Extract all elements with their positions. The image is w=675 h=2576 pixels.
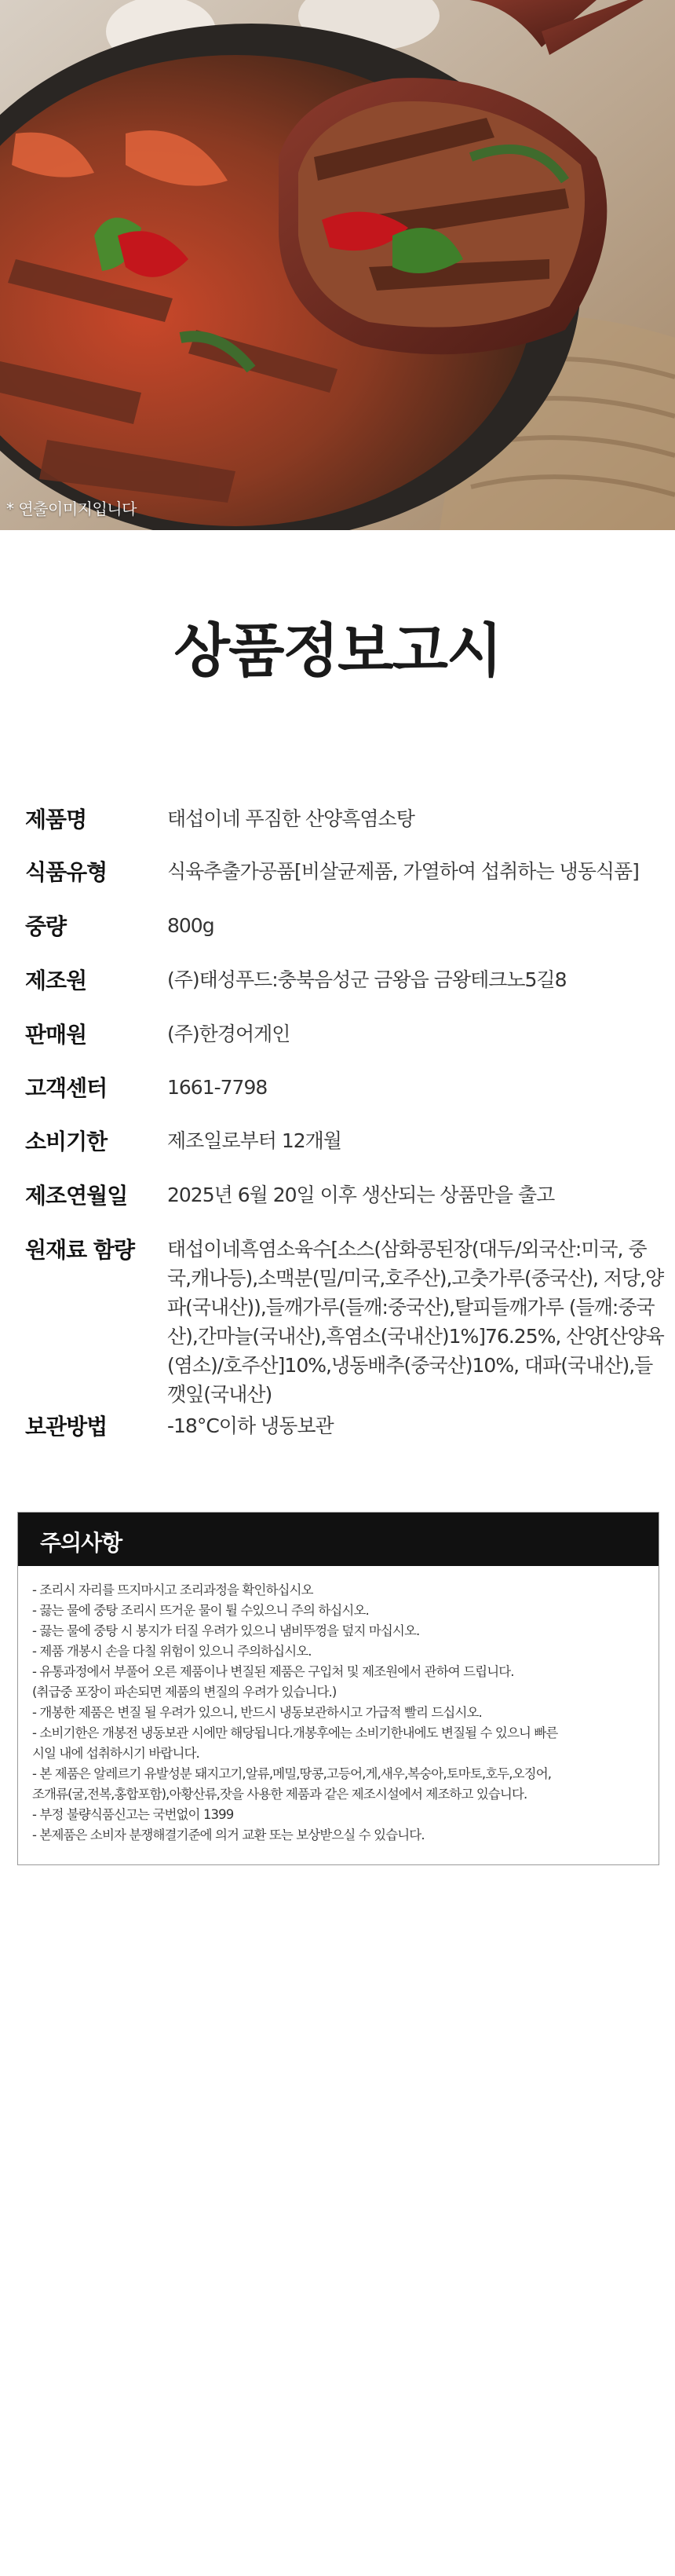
info-label: 소비기한 xyxy=(25,1129,108,1154)
caution-list xyxy=(18,1566,659,1846)
caution-item: - 유통과정에서 부풀어 오른 제품이나 변질된 제품은 구입처 및 제조원에서 관하여 드립니다. (취급중 포장이 파손되면 제품의 변질의 우려가 있습니다.) xyxy=(32,1664,514,1700)
info-value: 1661-7798 xyxy=(167,1076,268,1099)
caution-item: - 개봉한 제품은 변질 될 우려가 있으니, 반드시 냉동보관하시고 가급적 빨리 드십시오. xyxy=(32,1705,482,1720)
caution-item: - 제품 개봉시 손을 다칠 위험이 있으니 주의하십시오. xyxy=(32,1644,312,1659)
caution-item: - 부정 불량식품신고는 국번없이 1399 xyxy=(32,1807,234,1822)
info-label: 중량 xyxy=(25,913,67,939)
caution-item: - 본제품은 소비자 분쟁해결기준에 의거 교환 또는 보상받으실 수 있습니다. xyxy=(32,1828,425,1842)
info-label: 식품유형 xyxy=(25,859,108,885)
info-value: -18°C이하 냉동보관 xyxy=(167,1414,334,1437)
hero-image xyxy=(0,0,675,530)
caution-item: - 소비기한은 개봉전 냉동보관 시에만 해당됩니다.개봉후에는 소비기한내에도 변질될 수 있으니 빠른 시일 내에 섭취하시기 바랍니다. xyxy=(32,1725,558,1761)
caution-item: - 끓는 물에 중탕 조리시 뜨거운 물이 튈 수있으니 주의 하십시오. xyxy=(32,1603,369,1618)
info-value: 태섭이네흑염소육수[소스(삼화콩된장(대두/외국산:미국, 중국,캐나등),소맥분(밀/미국,호주산),고춧가루(중국산), 저당,양파(국내산)),들깨가루(들깨:중국산),탈피들깨가루 (들깨:중국산),간마늘(국내산),흑염소(국내산)1%]76.25%, 산양[산양육(염소)/호주산]10%,냉동배추(중국산)10%, 대파(국내산),들깻잎(국내산) xyxy=(167,1238,664,1406)
info-value: (주)태성푸드:충북음성군 금왕읍 금왕테크노5길8 xyxy=(167,968,567,991)
info-value: 태섭이네 푸짐한 산양흑염소탕 xyxy=(167,807,414,830)
info-label: 제조연월일 xyxy=(25,1183,128,1209)
info-value: 제조일로부터 12개월 xyxy=(167,1129,341,1152)
info-label: 제품명 xyxy=(25,807,87,832)
caution-item: - 본 제품은 알레르기 유발성분 돼지고기,알류,메밀,땅콩,고등어,게,새우,복숭아,토마토,호두,오징어, 조개류(굴,전복,홍합포함),아황산류,잣을 사용한 제품과 같은 제조시설에서 제조하고 있습니다. xyxy=(32,1766,552,1802)
caution-item: - 끓는 물에 중탕 시 봉지가 터질 우려가 있으니 냄비뚜껑을 덮지 마십시오. xyxy=(32,1623,420,1638)
info-label: 고객센터 xyxy=(25,1075,108,1101)
stew-photo xyxy=(0,0,675,530)
info-value: 800g xyxy=(167,914,214,937)
info-value: (주)한경어게인 xyxy=(167,1023,290,1045)
caution-box xyxy=(17,1512,659,1865)
caution-item: - 조리시 자리를 뜨지마시고 조리과정을 확인하십시오 xyxy=(32,1583,313,1597)
info-label: 원재료 함량 xyxy=(25,1237,134,1263)
info-label: 제조원 xyxy=(25,968,87,993)
info-label: 판매원 xyxy=(25,1022,87,1048)
caution-heading: 주의사항 xyxy=(18,1513,659,1566)
info-label: 보관방법 xyxy=(25,1414,108,1440)
hero-caption: * 연출이미지입니다 xyxy=(6,499,137,518)
product-info-table xyxy=(0,688,675,1528)
info-value: 2025년 6월 20일 이후 생산되는 상품만을 출고 xyxy=(167,1184,555,1206)
info-value: 식육추출가공품[비살균제품, 가열하여 섭취하는 냉동식품] xyxy=(167,860,639,883)
page-title: 상품정보고시 xyxy=(173,617,502,685)
